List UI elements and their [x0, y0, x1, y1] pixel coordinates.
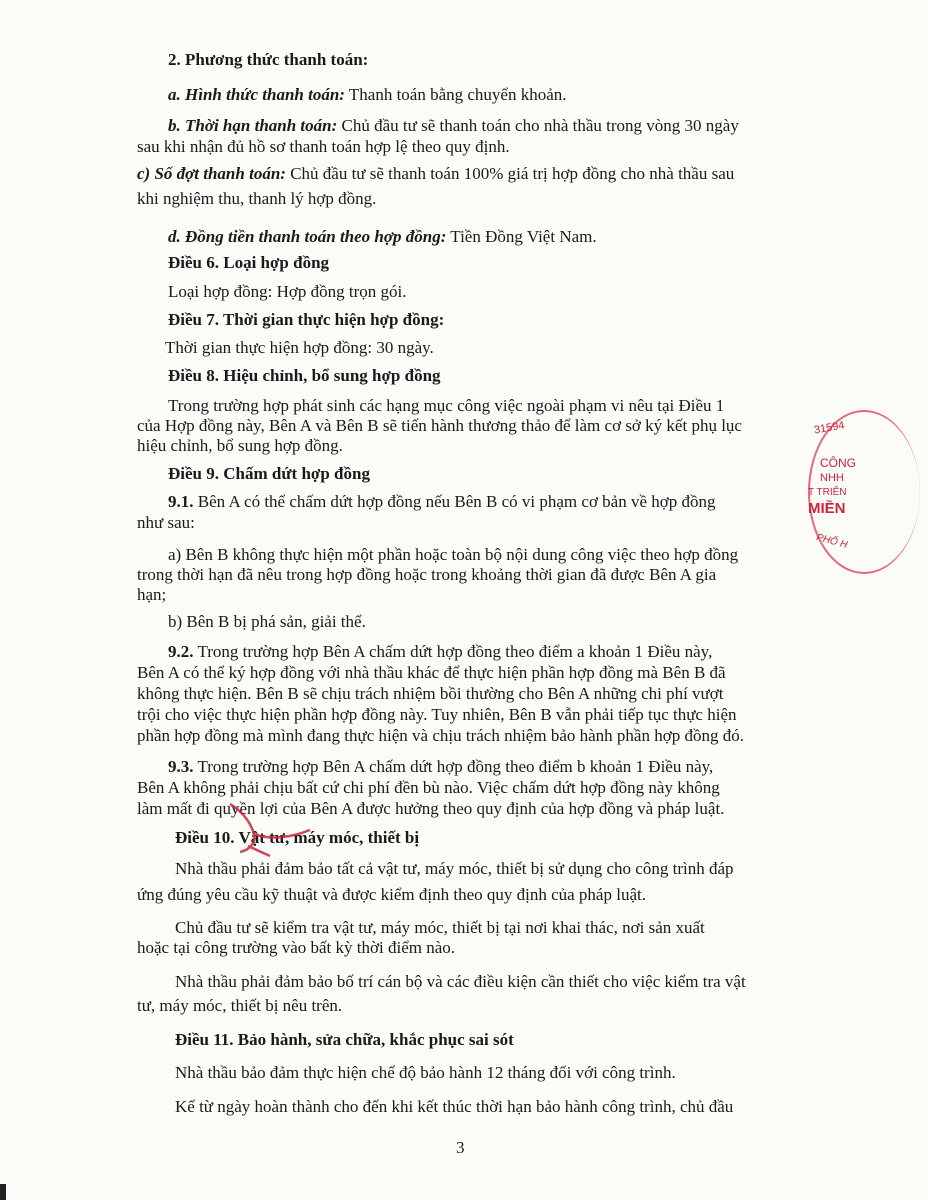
article-10-p1-line-2: ứng đúng yêu cầu kỹ thuật và được kiểm định theo quy định của pháp luật.: [137, 885, 646, 904]
currency-line: [168, 227, 597, 247]
stamp-text-5: MIỀN: [808, 500, 846, 517]
clause-9-3-line-1: [168, 757, 713, 777]
signature-mark: [210, 800, 320, 870]
clause-9-2-line-3: không thực hiện. Bên B sẽ chịu trách nhiệm bồi thường cho Bên A những chi phí vượt: [137, 684, 724, 703]
clause-9-3-line-2: Bên A không phải chịu bất cứ chi phí đền bù nào. Việc chấm dứt hợp đồng này không: [137, 778, 720, 797]
article-9-heading: Điều 9. Chấm dứt hợp đồng: [168, 464, 370, 483]
company-seal-stamp: [808, 410, 928, 570]
article-8-line-1: Trong trường hợp phát sinh các hạng mục công việc ngoài phạm vi nêu tại Điều 1: [168, 396, 725, 415]
article-6-heading: Điều 6. Loại hợp đồng: [168, 253, 330, 272]
clause-9-3-text: Trong trường hợp Bên A chấm dứt hợp đồng theo điểm b khoản 1 Điều này,: [193, 757, 714, 776]
page-number: 3: [456, 1138, 465, 1157]
article-6-text: Loại hợp đồng: Hợp đồng trọn gói.: [168, 282, 407, 301]
payment-count-label: c) Số đợt thanh toán:: [137, 164, 286, 183]
article-7-heading: Điều 7. Thời gian thực hiện hợp đồng:: [168, 310, 445, 329]
clause-9-2-line-5: phần hợp đồng mà mình đang thực hiện và chịu trách nhiệm bảo hành phần hợp đồng đó.: [137, 726, 744, 745]
payment-form-line: [168, 85, 567, 105]
article-11-p2: Kể từ ngày hoàn thành cho đến khi kết thúc thời hạn bảo hành công trình, chủ đầu: [175, 1097, 734, 1116]
item-a-line-3: hạn;: [137, 585, 167, 604]
clause-9-2-text: Trong trường hợp Bên A chấm dứt hợp đồng theo điểm a khoản 1 Điều này,: [193, 642, 713, 661]
clause-9-1-line-1: [168, 492, 716, 512]
payment-form-label: a. Hình thức thanh toán:: [168, 85, 345, 104]
clause-9-2-number: 9.2.: [168, 642, 194, 661]
article-10-p1-line-1: Nhà thầu phải đảm bảo tất cả vật tư, máy móc, thiết bị sử dụng cho công trình đáp: [175, 859, 734, 878]
clause-9-2-line-1: [168, 642, 712, 662]
article-10-p3-line-1: Nhà thầu phải đảm bảo bố trí cán bộ và các điều kiện cần thiết cho việc kiểm tra vật: [175, 972, 746, 991]
stamp-text-1: 31594: [813, 419, 846, 437]
article-7-text: Thời gian thực hiện hợp đồng: 30 ngày.: [165, 338, 434, 357]
clause-9-2-line-2: Bên A có thể ký hợp đồng với nhà thầu khác để thực hiện phần hợp đồng mà Bên B đã: [137, 663, 726, 682]
payment-term-line: [168, 116, 739, 136]
item-b-line: b) Bên B bị phá sản, giải thể.: [168, 612, 366, 631]
stamp-text-4: T TRIỂN: [808, 487, 847, 498]
article-11-p1: Nhà thầu bảo đảm thực hiện chế độ bảo hành 12 tháng đối với công trình.: [175, 1063, 676, 1082]
stamp-text-3: NHH: [820, 472, 844, 484]
article-8-heading: Điều 8. Hiệu chỉnh, bổ sung hợp đồng: [168, 366, 441, 385]
article-11-heading: Điều 11. Bảo hành, sửa chữa, khắc phục sai sót: [175, 1030, 514, 1049]
payment-count-text: Chủ đầu tư sẽ thanh toán 100% giá trị hợp đồng cho nhà thầu sau: [285, 164, 735, 183]
payment-count-line: [137, 164, 734, 184]
currency-text: Tiền Đồng Việt Nam.: [446, 227, 597, 246]
clause-9-3-line-3: làm mất đi quyền lợi của Bên A được hưởng theo quy định của hợp đồng và pháp luật.: [137, 799, 725, 818]
article-10-p3-line-2: tư, máy móc, thiết bị nêu trên.: [137, 996, 343, 1015]
payment-form-text: Thanh toán bằng chuyển khoản.: [344, 85, 567, 104]
item-a-line-1: a) Bên B không thực hiện một phần hoặc toàn bộ nội dung công việc theo hợp đồng: [168, 545, 739, 564]
payment-term-label: b. Thời hạn thanh toán:: [168, 116, 338, 135]
payment-count-line-2: khi nghiệm thu, thanh lý hợp đồng.: [137, 189, 377, 208]
article-8-line-2: của Hợp đồng này, Bên A và Bên B sẽ tiến hành thương thảo để làm cơ sở ký kết phụ lục: [137, 416, 742, 435]
currency-label: d. Đồng tiền thanh toán theo hợp đồng:: [168, 227, 447, 246]
clause-9-2-line-4: trội cho việc thực hiện phần hợp đồng này. Tuy nhiên, Bên B vẫn phải tiếp tục thực hiện: [137, 705, 737, 724]
clause-9-1-number: 9.1.: [168, 492, 194, 511]
section-heading: 2. Phương thức thanh toán:: [168, 50, 369, 69]
article-10-heading: Điều 10. Vật tư, máy móc, thiết bị: [175, 828, 420, 847]
clause-9-1-text: Bên A có thể chấm dứt hợp đồng nếu Bên B có vi phạm cơ bản về hợp đồng: [193, 492, 716, 511]
article-10-p2-line-1: Chủ đầu tư sẽ kiểm tra vật tư, máy móc, thiết bị tại nơi khai thác, nơi sản xuất: [175, 918, 705, 937]
item-a-line-2: trong thời hạn đã nêu trong hợp đồng hoặc trong khoảng thời gian đã được Bên A gia: [137, 565, 717, 584]
stamp-text-2: CÔNG: [820, 456, 856, 470]
article-10-p2-line-2: hoặc tại công trường vào bất kỳ thời điểm nào.: [137, 938, 456, 957]
payment-term-line-2: sau khi nhận đủ hồ sơ thanh toán hợp lệ theo quy định.: [137, 137, 510, 156]
scan-edge-mark: [0, 1184, 6, 1200]
payment-term-text: Chủ đầu tư sẽ thanh toán cho nhà thầu trong vòng 30 ngày: [337, 116, 739, 135]
clause-9-1-line-2: như sau:: [137, 513, 195, 532]
article-8-line-3: hiệu chỉnh, bổ sung hợp đồng.: [137, 436, 343, 455]
clause-9-3-number: 9.3.: [168, 757, 194, 776]
stamp-text-6: PHỐ H: [815, 532, 849, 551]
